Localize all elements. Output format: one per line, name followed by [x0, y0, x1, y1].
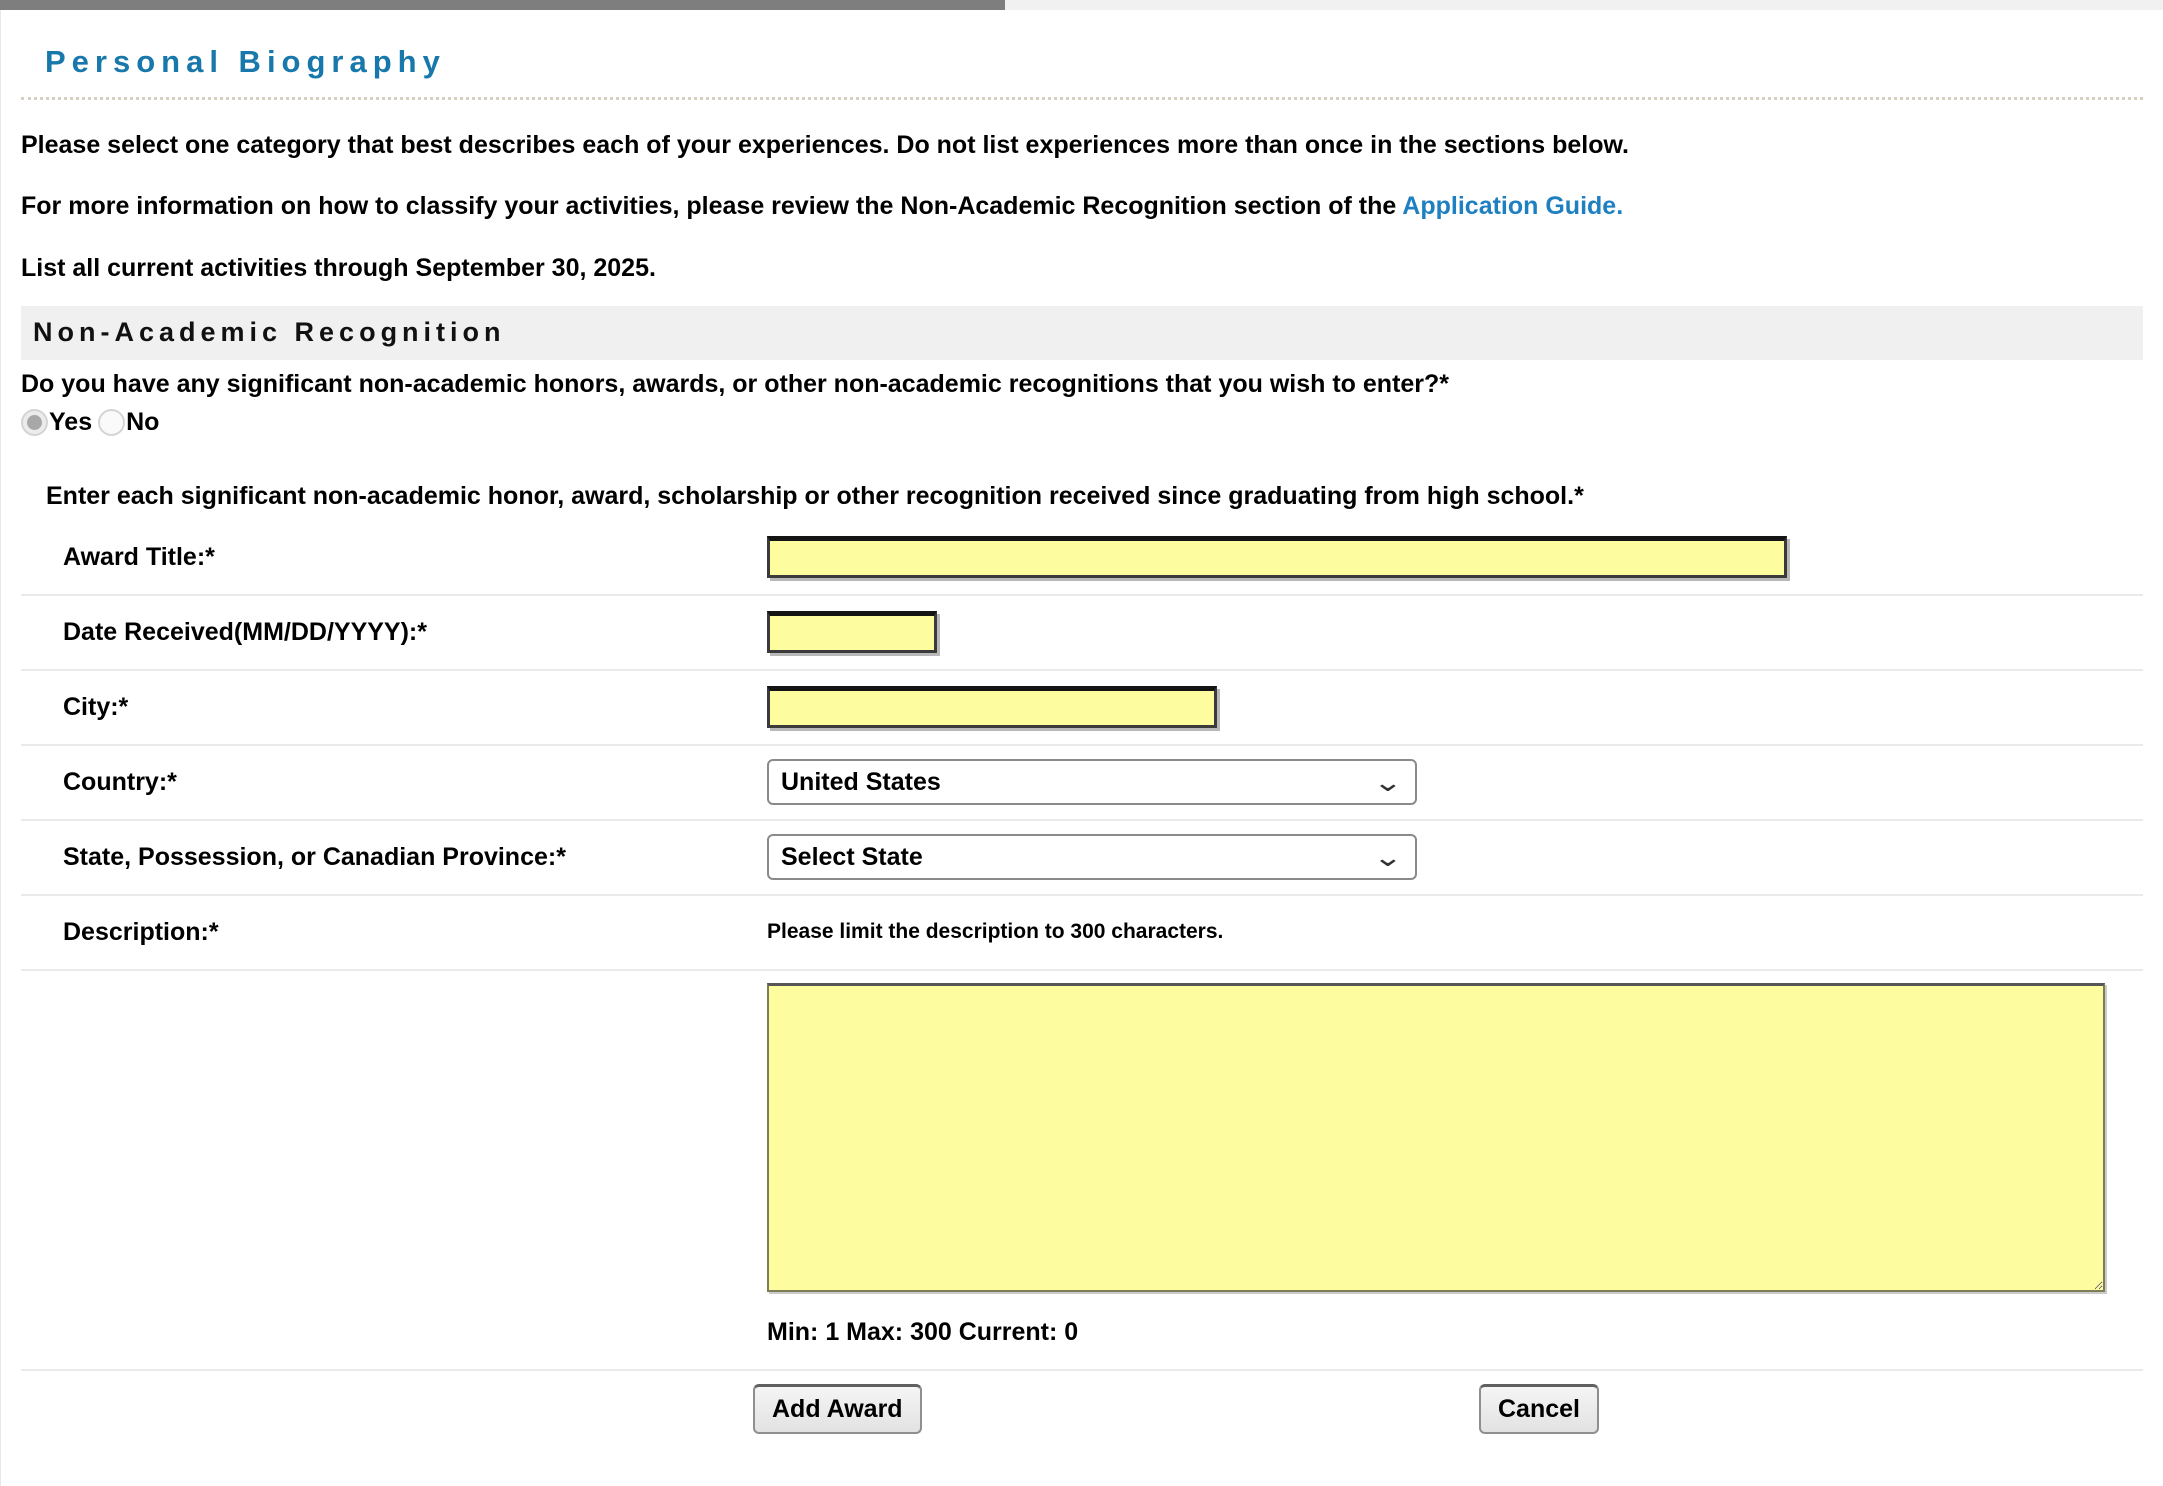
country-select-value: United States — [781, 767, 941, 796]
description-textarea[interactable] — [767, 983, 2105, 1292]
page-title: Personal Biography — [45, 44, 446, 79]
state-select-value: Select State — [781, 842, 923, 871]
horizontal-scrollbar-thumb[interactable] — [0, 0, 1005, 10]
date-received-input[interactable] — [767, 611, 937, 653]
award-title-row — [21, 521, 2143, 596]
section-header-label: Non-Academic Recognition — [33, 317, 506, 348]
cancel-button[interactable]: Cancel — [1479, 1384, 1599, 1434]
description-textarea-row — [21, 971, 2143, 1304]
add-award-button[interactable]: Add Award — [753, 1384, 922, 1434]
award-entry-instruction: Enter each significant non-academic honor, award, scholarship or other recognition received since graduating from high school.* — [46, 481, 1584, 510]
intro-paragraph-2-text: For more information on how to classify your activities, please review the Non-Academic Recognition section of the — [21, 192, 1403, 221]
yes-radio-label[interactable]: Yes — [49, 408, 93, 437]
personal-biography-page — [0, 10, 2163, 1486]
description-label-row — [21, 896, 2143, 971]
application-guide-link[interactable]: Application Guide. — [1402, 192, 1624, 221]
city-input[interactable] — [767, 686, 1217, 728]
intro-paragraph-1: Please select one category that best describes each of your experiences. Do not list experiences more than once in the sections below. — [21, 131, 1629, 159]
horizontal-scrollbar[interactable] — [0, 0, 2163, 10]
city-label: City:* — [63, 692, 129, 721]
description-label: Description:* — [63, 917, 219, 946]
state-row — [21, 821, 2143, 896]
recognition-question: Do you have any significant non-academic honors, awards, or other non-academic recognitions that you wish to enter?* — [21, 369, 1450, 398]
description-hint: Please limit the description to 300 characters. — [767, 920, 1224, 944]
form-actions — [21, 1369, 2143, 1481]
intro-text — [21, 130, 2143, 284]
country-label: Country:* — [63, 767, 177, 796]
intro-paragraph-2 — [21, 191, 2143, 222]
no-radio-label[interactable]: No — [126, 408, 160, 437]
country-select[interactable] — [767, 759, 1417, 805]
recognition-radio-group — [21, 404, 2143, 442]
description-counter: Min: 1 Max: 300 Current: 0 — [767, 1317, 1079, 1346]
award-title-label: Award Title:* — [63, 542, 215, 571]
description-counter-row — [21, 1304, 2143, 1369]
no-radio[interactable] — [98, 409, 125, 436]
dotted-divider — [21, 96, 2143, 100]
state-label: State, Possession, or Canadian Province:* — [63, 842, 566, 871]
section-header-band — [21, 306, 2143, 360]
award-title-input[interactable] — [767, 536, 1787, 578]
yes-radio[interactable] — [21, 409, 48, 436]
intro-paragraph-3: List all current activities through September 30, 2025. — [21, 253, 656, 282]
chevron-down-icon: ⌄ — [1372, 842, 1404, 873]
chevron-down-icon: ⌄ — [1372, 767, 1404, 798]
date-received-label: Date Received(MM/DD/YYYY):* — [63, 617, 427, 646]
state-select[interactable] — [767, 834, 1417, 880]
date-received-row — [21, 596, 2143, 671]
city-row — [21, 671, 2143, 746]
country-row — [21, 746, 2143, 821]
